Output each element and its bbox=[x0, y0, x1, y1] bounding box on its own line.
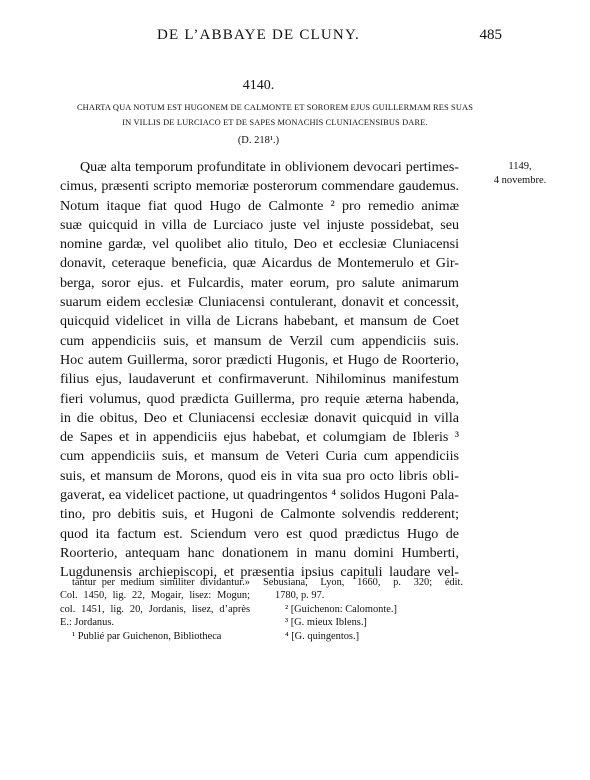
document-number: 4140. bbox=[242, 78, 275, 93]
charter-body-text bbox=[60, 158, 459, 583]
body-line: cum appendiciis suis, et mansum de Verzil cum appendiciis suis. bbox=[60, 332, 459, 349]
footnote-line: ² [Guichenon: Calomonte.] bbox=[285, 603, 397, 615]
body-line: Roorterio, antequam hanc donationem in manu domini Humberti, bbox=[60, 544, 459, 561]
body-line: de Sapes et in appendiciis ejus habebat, et columgiam de Ibleris ³ bbox=[60, 429, 459, 446]
footnote-line: ¹ Publié par Guichenon, Bibliotheca bbox=[72, 630, 222, 642]
footnote-line: E.: Jordanus. bbox=[60, 617, 114, 629]
document-reference: (D. 218¹.) bbox=[237, 135, 280, 146]
body-line: quicquid videlicet in villa de Licrans habebant, et mansum de Coet bbox=[60, 313, 459, 330]
margin-date-year: 1149, bbox=[508, 161, 532, 172]
footnote-line: ³ [G. mieux Iblens.] bbox=[285, 617, 367, 629]
body-line: suæ quicquid in villa de Lurciaco juste vel injuste possidebat, seu bbox=[60, 216, 459, 233]
footnote-line: 1780, p. 97. bbox=[275, 590, 325, 602]
footnotes-right-column bbox=[263, 576, 463, 643]
running-title: DE L’ABBAYE DE CLUNY. bbox=[157, 27, 360, 43]
body-line: donavit, ceteraque beneficia, quæ Aicardus de Montemerulo et Gir- bbox=[60, 255, 459, 272]
footnote-line: ⁴ [G. quingentos.] bbox=[285, 630, 360, 642]
body-line: berga, soror ejus. et Fulcardis, mater eorum, pro salute animarum bbox=[60, 274, 459, 291]
footnotes-left-column bbox=[60, 576, 250, 643]
body-line: gaverat, ea videlicet pactione, ut quadringentos ⁴ solidos Hugoni Pala- bbox=[60, 487, 459, 504]
margin-date-note bbox=[480, 160, 560, 188]
body-line: quod ita factum est. Sciendum vero est quod prædictus Hugo de bbox=[60, 525, 459, 542]
body-line: Hoc autem Guillerma, soror prædicti Hugonis, et Hugo de Roorterio, bbox=[60, 351, 459, 368]
margin-date-day: 4 novembre. bbox=[493, 175, 547, 186]
body-line: in die obitus, Deo et Cluniacensi ecclesiæ donavit quicquid in villa bbox=[60, 409, 459, 426]
body-line: Quæ alta temporum profunditate in oblivionem devocari pertimes- bbox=[80, 159, 459, 175]
body-line: Lugdunensis archiepiscopi, et præsentia ipsius capituli laudare vel- bbox=[60, 564, 459, 581]
body-line: cimus, præsenti scripto memoriæ posterorum commendare gaudemus. bbox=[60, 178, 459, 195]
footnote-line: Sebusiana, Lyon, 1660, p. 320; édit. bbox=[263, 577, 463, 588]
page-number: 485 bbox=[479, 27, 502, 43]
heading-line: CHARTA QUA NOTUM EST HUGONEM DE CALMONTE ET SOROREM EJUS GUILLERMAM RES SUAS bbox=[76, 103, 474, 112]
footnote-line: Col. 1450, lig. 22, Mogair, lisez: Mogun; bbox=[60, 590, 250, 602]
body-line: suarum eidem ecclesiæ Cluniacensi contulerant, donavit et concessit, bbox=[60, 294, 459, 311]
body-line: tino, pro debitis suis, et Hugoni de Calmonte solvendis redderent; bbox=[60, 506, 459, 523]
body-line: nomine gardæ, vel quolibet alio titulo, Deo et ecclesiæ Cluniacensi bbox=[60, 236, 459, 253]
body-line: Notum itaque fiat quod Hugo de Calmonte ² pro remedio animæ bbox=[60, 197, 459, 214]
footnote-line: tantur per medium similiter dividantur.» bbox=[72, 577, 250, 588]
running-head bbox=[0, 27, 590, 49]
document-heading bbox=[40, 100, 510, 130]
body-line: filius ejus, laudaverunt et confirmaverunt. Nihilominus manifestum bbox=[60, 371, 459, 388]
body-line: suis, et mansum de Morons, quod eis in vita sua pro octo libris obli- bbox=[60, 467, 459, 484]
footnote-line: col. 1451, lig. 20, Jordanis, lisez, d’après bbox=[60, 603, 250, 615]
body-line: fieri volumus, quod prædicta Guillerma, pro requie æterna habenda, bbox=[60, 390, 459, 407]
heading-line: IN VILLIS DE LURCIACO ET DE SAPES MONACHIS CLUNIACENSIBUS DARE. bbox=[122, 118, 428, 127]
body-line: cum appendiciis suis, et mansum de Veteri Curia cum appendiciis bbox=[60, 448, 459, 465]
